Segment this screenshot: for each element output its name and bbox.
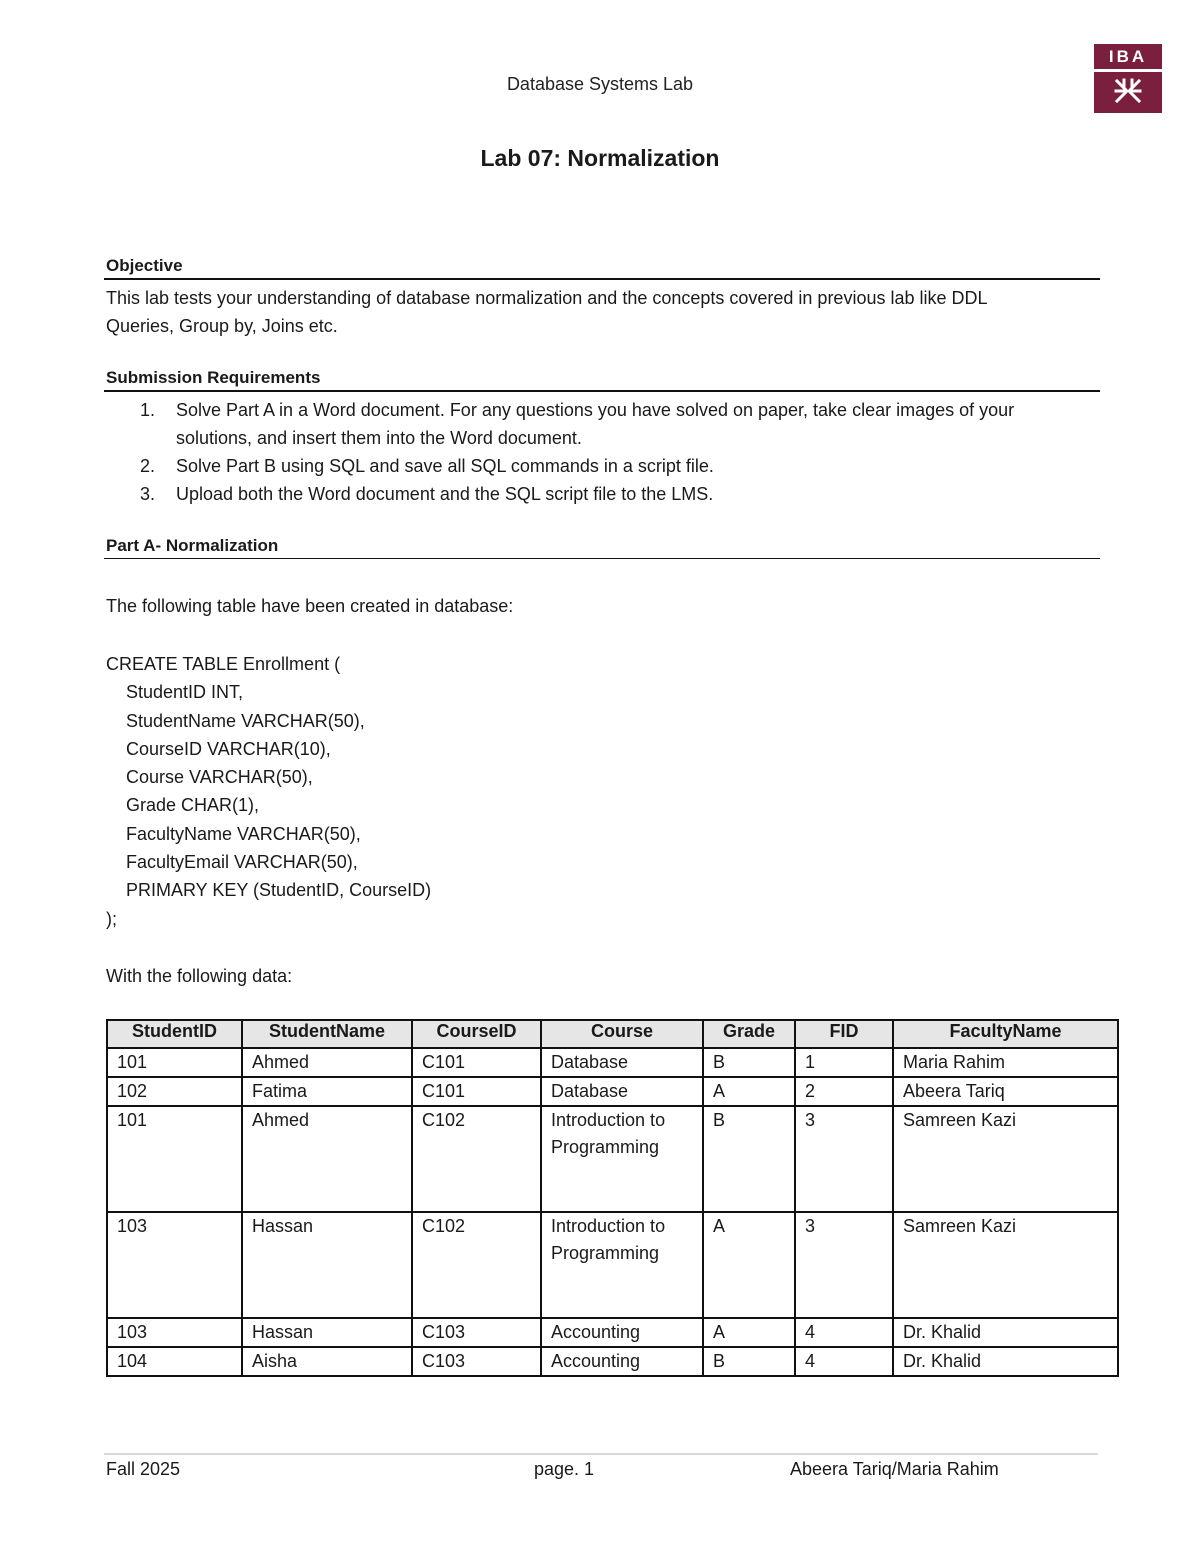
table-cell: A <box>703 1212 795 1318</box>
table-cell: 103 <box>107 1212 242 1318</box>
table-cell: Introduction to Programming <box>541 1212 703 1318</box>
table-cell: Aisha <box>242 1347 412 1376</box>
table-cell: Database <box>541 1048 703 1077</box>
table-cell: Ahmed <box>242 1048 412 1077</box>
footer-authors: Abeera Tariq/Maria Rahim <box>790 1459 999 1479</box>
table-cell: Introduction to Programming <box>541 1106 703 1212</box>
table-cell: 3 <box>795 1106 893 1212</box>
table-cell: 3 <box>795 1212 893 1318</box>
part-a-intro: The following table have been created in database: <box>106 596 514 616</box>
submission-list <box>106 396 1098 508</box>
logo-emblem-icon <box>1114 78 1142 104</box>
table-cell: B <box>703 1347 795 1376</box>
code-line: FacultyEmail VARCHAR(50), <box>126 852 358 873</box>
table-row <box>107 1077 1118 1106</box>
table-row <box>107 1048 1118 1077</box>
sql-code-block <box>106 650 431 933</box>
table-cell: A <box>703 1318 795 1347</box>
table-cell: C101 <box>412 1048 541 1077</box>
list-item-line: Solve Part B using SQL and save all SQL commands in a script file. <box>176 456 714 476</box>
table-cell: Fatima <box>242 1077 412 1106</box>
data-intro: With the following data: <box>106 966 293 986</box>
table-cell: Samreen Kazi <box>893 1106 1118 1212</box>
table-cell: 1 <box>795 1048 893 1077</box>
table-row <box>107 1106 1118 1212</box>
table-cell: Accounting <box>541 1318 703 1347</box>
list-number: 3. <box>140 484 156 504</box>
column-header: StudentID <box>107 1020 242 1048</box>
list-number: 1. <box>140 400 156 420</box>
code-line: Grade CHAR(1), <box>126 795 260 816</box>
part-a-heading: Part A- Normalization <box>104 536 1100 559</box>
list-number: 2. <box>140 456 156 476</box>
table-cell: 4 <box>795 1347 893 1376</box>
table-cell: Accounting <box>541 1347 703 1376</box>
table-row <box>107 1347 1118 1376</box>
table-cell: 4 <box>795 1318 893 1347</box>
table-cell: 2 <box>795 1077 893 1106</box>
code-line: Course VARCHAR(50), <box>126 767 313 788</box>
table-row <box>107 1318 1118 1347</box>
table-cell: B <box>703 1048 795 1077</box>
column-header: StudentName <box>242 1020 412 1048</box>
iba-logo <box>1094 44 1162 113</box>
document-title: Lab 07: Normalization <box>480 145 720 171</box>
list-item-line: Upload both the Word document and the SQL script file to the LMS. <box>176 484 714 504</box>
list-item <box>106 480 1098 508</box>
table-cell: B <box>703 1106 795 1212</box>
code-line: ); <box>106 908 117 929</box>
table-cell: Dr. Khalid <box>893 1318 1118 1347</box>
table-cell: C103 <box>412 1318 541 1347</box>
table-cell: 101 <box>107 1048 242 1077</box>
objective-text <box>106 284 1098 340</box>
list-item <box>106 396 1098 452</box>
list-item <box>106 452 1098 480</box>
column-header: Grade <box>703 1020 795 1048</box>
table-cell: Database <box>541 1077 703 1106</box>
objective-line: This lab tests your understanding of database normalization and the concepts covered in previous lab like DDL <box>106 288 988 308</box>
list-item-line: Solve Part A in a Word document. For any questions you have solved on paper, take clear images of your <box>176 400 1015 420</box>
code-line: StudentID INT, <box>126 682 244 703</box>
code-line: CREATE TABLE Enrollment ( <box>106 654 341 674</box>
table-cell: Dr. Khalid <box>893 1347 1118 1376</box>
list-item-line: solutions, and insert them into the Word document. <box>176 428 582 448</box>
column-header: FacultyName <box>893 1020 1118 1048</box>
running-header: Database Systems Lab <box>506 74 694 94</box>
enrollment-table <box>106 1019 1119 1377</box>
footer-term: Fall 2025 <box>106 1459 181 1479</box>
code-line: PRIMARY KEY (StudentID, CourseID) <box>126 880 432 901</box>
table-cell: Ahmed <box>242 1106 412 1212</box>
objective-heading: Objective <box>104 256 1100 280</box>
table-cell: Hassan <box>242 1212 412 1318</box>
column-header: CourseID <box>412 1020 541 1048</box>
code-line: StudentName VARCHAR(50), <box>126 710 365 731</box>
code-line: FacultyName VARCHAR(50), <box>126 823 361 844</box>
table-cell: Hassan <box>242 1318 412 1347</box>
table-cell: Maria Rahim <box>893 1048 1118 1077</box>
table-row <box>107 1212 1118 1318</box>
table-cell: C102 <box>412 1106 541 1212</box>
objective-line: Queries, Group by, Joins etc. <box>106 316 338 336</box>
column-header: Course <box>541 1020 703 1048</box>
table-cell: C101 <box>412 1077 541 1106</box>
column-header: FID <box>795 1020 893 1048</box>
table-cell: Abeera Tariq <box>893 1077 1118 1106</box>
table-cell: 103 <box>107 1318 242 1347</box>
logo-divider <box>1094 69 1162 72</box>
table-cell: C102 <box>412 1212 541 1318</box>
footer-page-number: page. 1 <box>534 1459 595 1479</box>
table-cell: 101 <box>107 1106 242 1212</box>
table-cell: A <box>703 1077 795 1106</box>
submission-heading: Submission Requirements <box>104 368 1100 392</box>
logo-text: IBA <box>1108 47 1148 66</box>
footer-divider <box>104 1453 1098 1455</box>
code-line: CourseID VARCHAR(10), <box>126 738 331 759</box>
table-cell: 102 <box>107 1077 242 1106</box>
table-cell: Samreen Kazi <box>893 1212 1118 1318</box>
table-cell: C103 <box>412 1347 541 1376</box>
table-header-row <box>107 1020 1118 1048</box>
table-cell: 104 <box>107 1347 242 1376</box>
